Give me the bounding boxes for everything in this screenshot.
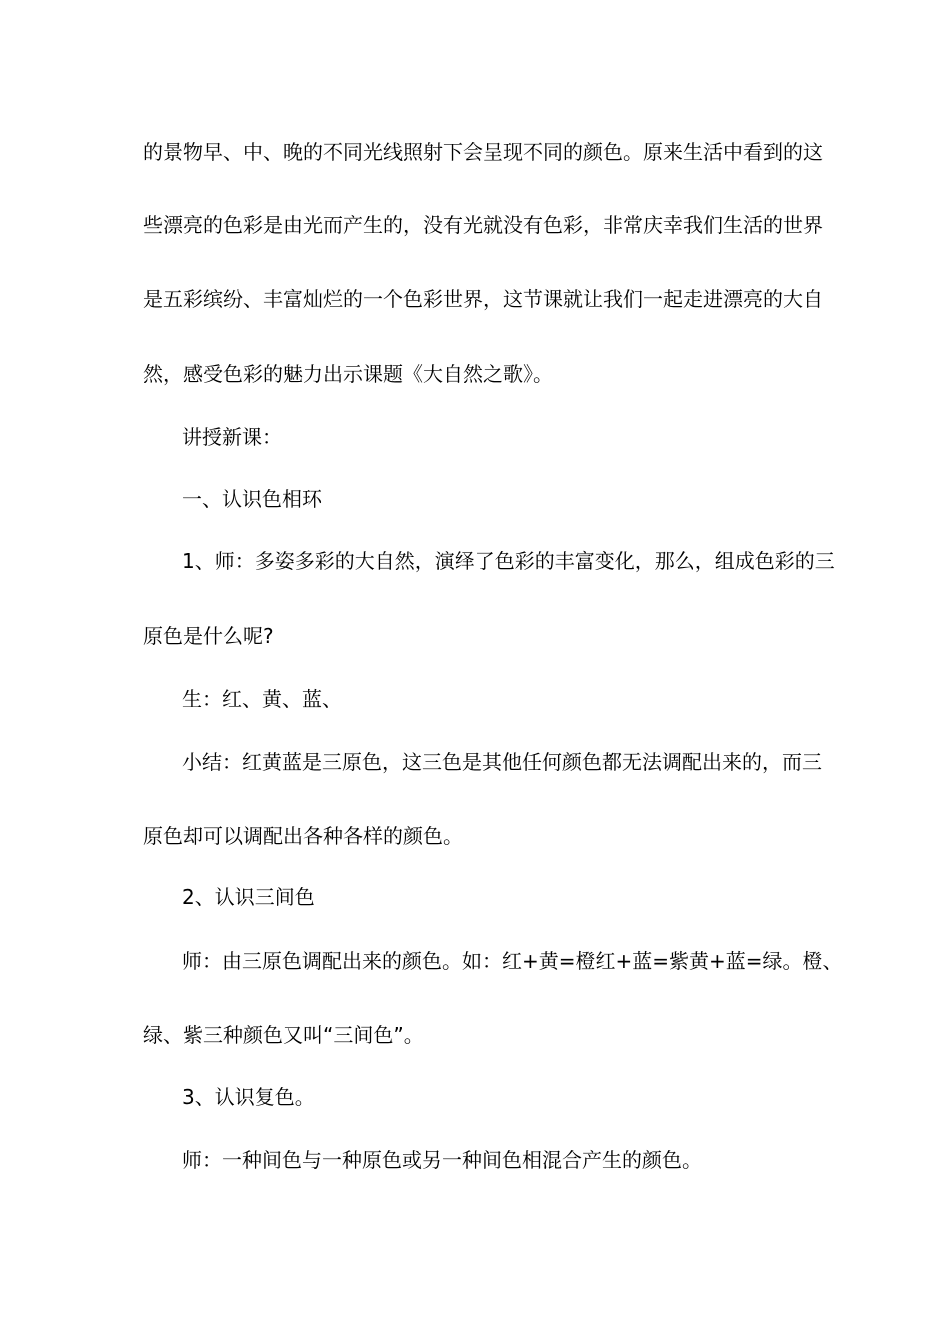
section-heading: 2、认识三间色 (182, 885, 315, 909)
section-heading: 3、认识复色。 (182, 1085, 315, 1109)
text-line: 然，感受色彩的魅力出示课题《大自然之歌》。 (143, 362, 553, 386)
section-heading: 一、认识色相环 (182, 487, 322, 511)
text-line: 小结：红黄蓝是三原色，这三色是其他任何颜色都无法调配出来的，而三 (182, 750, 822, 774)
text-line: 师：一种间色与一种原色或另一种间色相混合产生的颜色。 (182, 1148, 702, 1172)
text-line: 原色是什么呢? (143, 624, 274, 648)
text-line: 1、师：多姿多彩的大自然，演绎了色彩的丰富变化，那么，组成色彩的三 (182, 549, 835, 573)
text-line: 生：红、黄、蓝、 (182, 687, 342, 711)
text-line: 原色却可以调配出各种各样的颜色。 (143, 824, 463, 848)
text-line: 是五彩缤纷、丰富灿烂的一个色彩世界，这节课就让我们一起走进漂亮的大自 (143, 287, 823, 311)
section-heading: 讲授新课： (182, 425, 282, 449)
text-line: 些漂亮的色彩是由光而产生的，没有光就没有色彩，非常庆幸我们生活的世界 (143, 213, 823, 237)
text-line: 师：由三原色调配出来的颜色。如：红+黄=橙红+蓝=紫黄+蓝=绿。橙、 (182, 949, 843, 973)
text-line: 的景物早、中、晚的不同光线照射下会呈现不同的颜色。原来生活中看到的这 (143, 140, 823, 164)
text-line: 绿、紫三种颜色又叫“三间色”。 (143, 1023, 424, 1047)
